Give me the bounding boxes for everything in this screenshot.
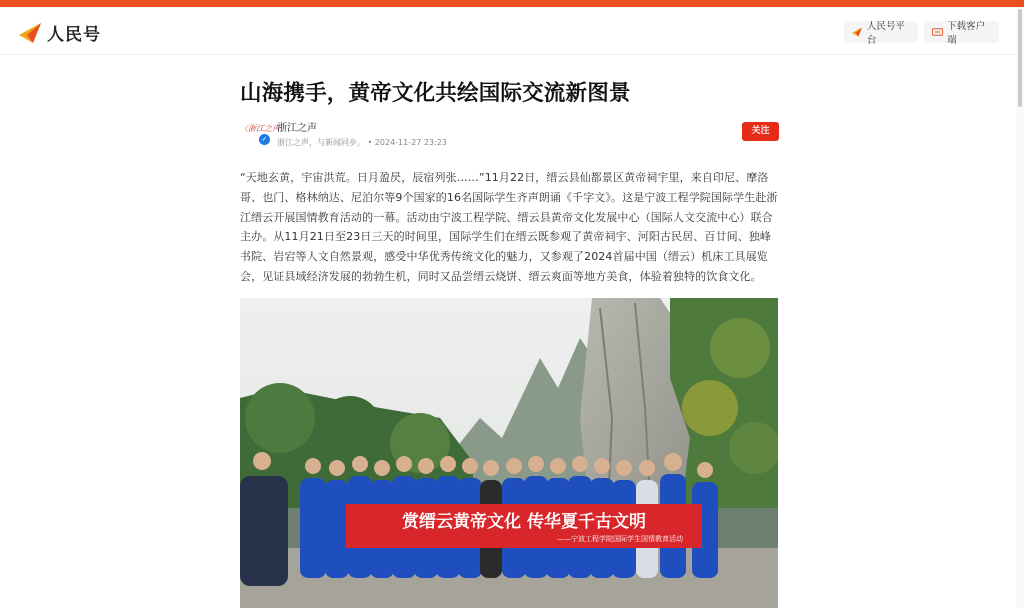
follow-button[interactable]: 关注 xyxy=(742,122,779,141)
platform-button[interactable] xyxy=(844,21,918,46)
download-label: 下载客户端 xyxy=(947,21,986,46)
banner-main-text: 赏缙云黄帝文化 传华夏千古文明 xyxy=(402,512,646,532)
platform-icon xyxy=(852,27,863,37)
article-title: 山海携手，黄帝文化共绘国际交流新图景 xyxy=(240,81,631,106)
download-app-button[interactable] xyxy=(924,21,999,46)
download-icon xyxy=(932,27,943,37)
site-header xyxy=(0,7,1024,55)
article-paragraph: “天地玄黄，宇宙洪荒。日月盈昃，辰宿列张……”11月22日，缙云县仙都景区黄帝祠宇里，来自印尼、摩洛哥、也门、格林纳达、尼泊尔等9个国家的16名国际学生齐声朗诵《千字文》。这是宁波工程学院国际学生赴浙江缙云开展国情教育活动的一幕。活动由宁波工程学院、缙云县黄帝文化发展中心（国际人文交流中心）联合主办。从11月21日至23日三天的时间里，国际学生们在缙云既参观了黄帝祠宇、河阳古民居、百廿间、独峰书院、岩宕等人文自然景观，感受中华优秀传统文化的魅力，又参观了2024首届中国（缙云）机床工具展览会，见证县域经济发展的勃勃生机，同时又品尝缙云烧饼、缙云爽面等地方美食，体验着独特的饮食文化。 xyxy=(240,171,778,283)
author-meta: 浙江之声，与新闻同步。 • 2024-11-27 23:23 xyxy=(277,138,447,147)
group-photo-image xyxy=(240,298,778,608)
top-accent-bar xyxy=(0,0,1024,7)
scrollbar-thumb[interactable] xyxy=(1018,9,1022,107)
verified-icon: ✓ xyxy=(259,134,270,145)
logo-text: 人民号 xyxy=(47,25,101,45)
logo-icon xyxy=(19,23,43,43)
site-logo[interactable] xyxy=(19,20,101,45)
author-row xyxy=(240,118,780,150)
banner-sub-text: ——宁波工程学院国际学生国情教育活动 xyxy=(557,535,683,543)
avatar-signature-logo: 〈浙江之声 xyxy=(240,124,280,133)
author-avatar[interactable] xyxy=(240,118,280,148)
article-photo xyxy=(240,298,778,608)
author-name[interactable]: 浙江之声 xyxy=(277,123,317,134)
platform-label: 人民号平台 xyxy=(866,21,905,46)
page-scrollbar[interactable] xyxy=(1016,7,1024,608)
